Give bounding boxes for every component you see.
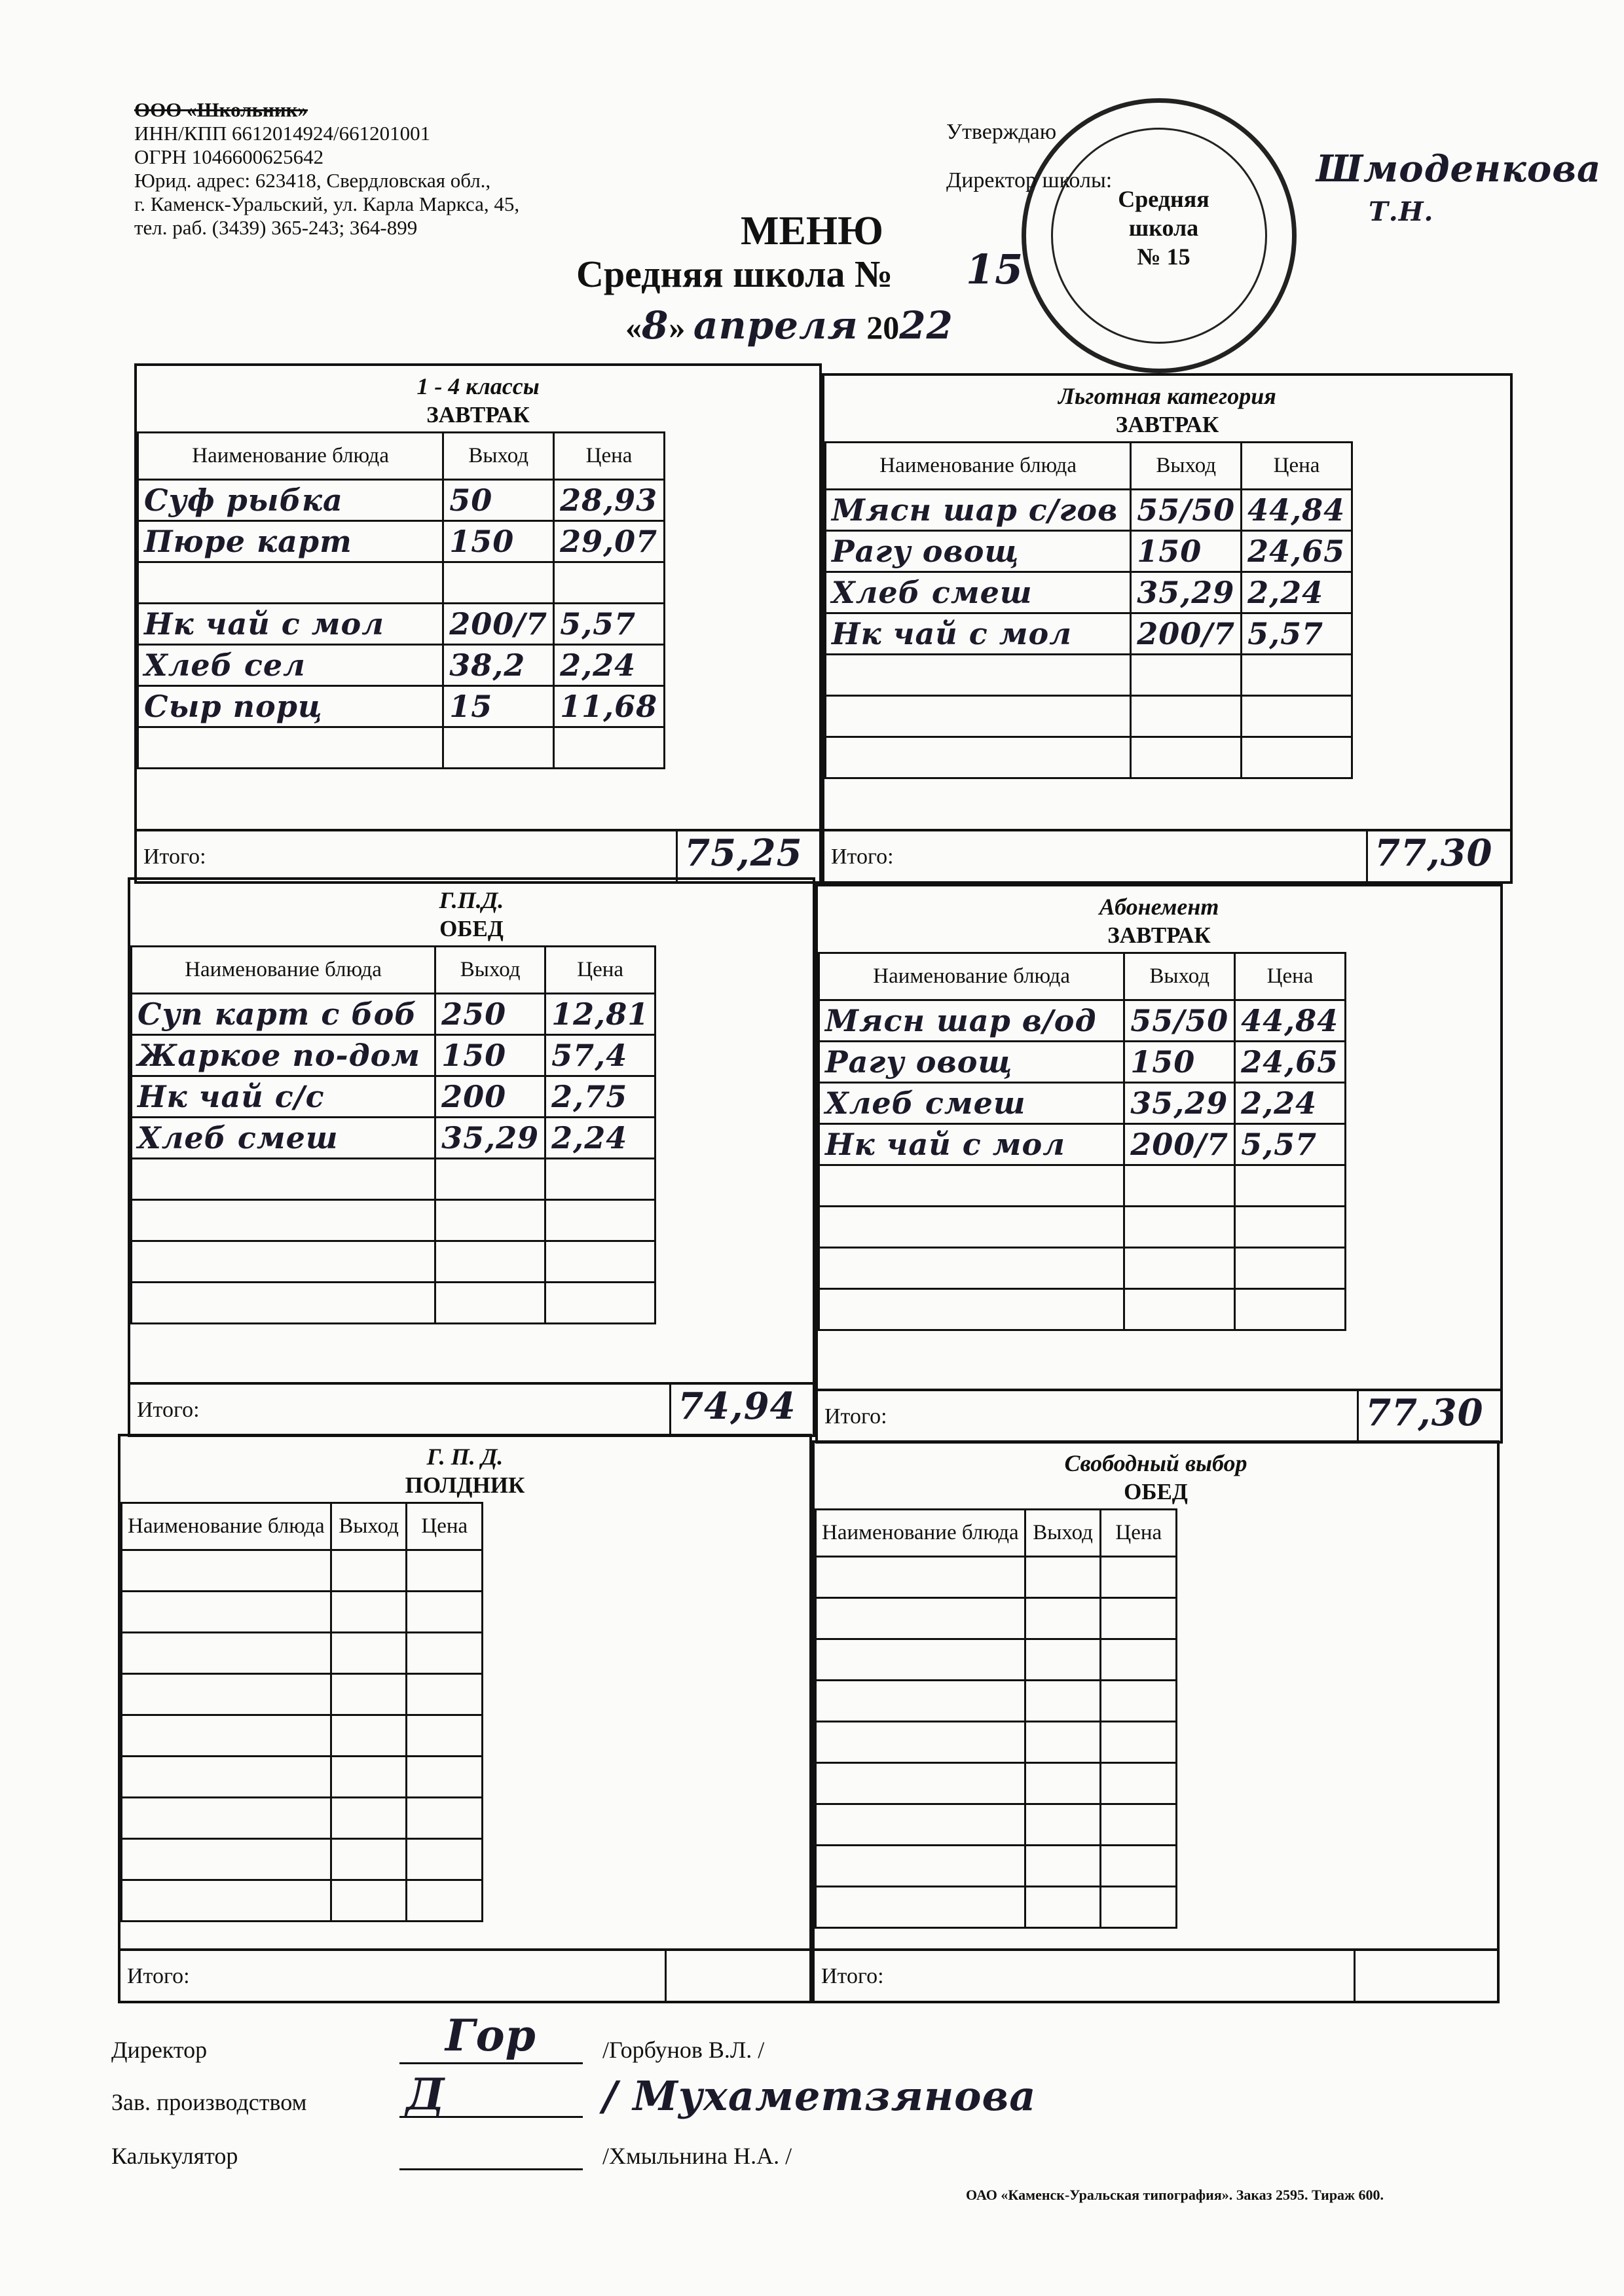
total-label: Итого: (831, 845, 894, 869)
table-row (122, 1880, 483, 1922)
approval-label: Утверждаю (946, 120, 1057, 144)
menu-table (824, 441, 1353, 779)
dish-yield: 200/7 (1124, 1124, 1235, 1165)
panel-benefit-category (822, 373, 1513, 884)
dish-price (1101, 1598, 1177, 1639)
table-row (132, 1241, 655, 1283)
dish-yield (435, 1283, 545, 1324)
dish-yield (331, 1674, 407, 1715)
stamp-line-2: школа (1128, 215, 1199, 241)
dish-yield: 150 (443, 521, 554, 562)
dish-price: 24,65 (1242, 531, 1352, 572)
table-row (826, 613, 1352, 655)
dish-price: 44,84 (1235, 1000, 1346, 1042)
dish-price (1101, 1722, 1177, 1763)
table-row (819, 1248, 1346, 1289)
dish-price: 29,07 (554, 521, 665, 562)
dish-price (1101, 1763, 1177, 1804)
table-row (826, 737, 1352, 778)
panel-meal: ЗАВТРАК (1115, 412, 1219, 437)
dish-yield: 35,29 (435, 1118, 545, 1159)
dish-name: Нк чай с/с (132, 1076, 435, 1118)
dish-price (545, 1159, 655, 1200)
col-header-yield: Выход (331, 1503, 407, 1550)
menu-date (625, 303, 953, 348)
dish-yield (1124, 1248, 1235, 1289)
dish-yield: 200/7 (1131, 613, 1242, 655)
panel-gpd-lunch (128, 877, 815, 1437)
table-row (122, 1633, 483, 1674)
dish-yield: 200 (435, 1076, 545, 1118)
dish-price: 28,93 (554, 480, 665, 521)
dish-price: 2,24 (1235, 1083, 1346, 1124)
dish-name: Хлеб смеш (132, 1118, 435, 1159)
table-header-row (816, 1510, 1177, 1557)
panel-meal: ЗАВТРАК (1107, 922, 1211, 948)
director-signature: Гор (445, 2010, 536, 2061)
dish-name: Жаркое по-дом (132, 1035, 435, 1076)
date-open-quote: « (625, 309, 642, 346)
dish-name (138, 562, 443, 604)
col-header-name: Наименование блюда (816, 1510, 1025, 1557)
dish-yield (1131, 655, 1242, 696)
table-row (819, 1207, 1346, 1248)
dish-name (122, 1550, 331, 1592)
dish-name (122, 1592, 331, 1633)
col-header-name: Наименование блюда (819, 953, 1124, 1000)
dish-price: 2,24 (554, 645, 665, 686)
total-value: 74,94 (669, 1385, 813, 1434)
total-row (815, 1948, 1497, 2001)
dish-price (407, 1798, 483, 1839)
table-row (138, 521, 665, 562)
col-header-price: Цена (407, 1503, 483, 1550)
table-row (819, 1000, 1346, 1042)
dish-price (407, 1839, 483, 1880)
org-inn: ИНН/КПП 6612014924/661201001 (134, 122, 431, 145)
dish-price (1242, 737, 1352, 778)
dish-name (826, 655, 1131, 696)
col-header-name: Наименование блюда (138, 433, 443, 480)
dish-name: Рагу овощ (819, 1042, 1124, 1083)
panel-meal: ЗАВТРАК (426, 402, 530, 428)
panel-title: Г.П.Д. (439, 887, 504, 913)
dish-price (407, 1550, 483, 1592)
dish-yield (443, 562, 554, 604)
dish-yield (1025, 1804, 1101, 1846)
dish-yield (435, 1241, 545, 1283)
total-row (137, 829, 819, 881)
stamp-line-1: Средняя (1118, 186, 1209, 212)
date-close-quote: » (669, 309, 686, 346)
dish-yield (331, 1757, 407, 1798)
calc-name: /Хмыльнина Н.А. / (602, 2143, 792, 2169)
col-header-yield: Выход (1025, 1510, 1101, 1557)
dish-yield (331, 1798, 407, 1839)
approval-block (946, 108, 1112, 205)
panel-title: 1 - 4 классы (416, 373, 540, 399)
table-row (819, 1165, 1346, 1207)
dish-name: Хлеб смеш (819, 1083, 1124, 1124)
page-title: МЕНЮ (741, 209, 883, 253)
dish-price (407, 1715, 483, 1757)
date-year-prefix: 20 (866, 309, 900, 346)
table-row (138, 645, 665, 686)
approval-signature: Шмоденкова (1316, 147, 1602, 191)
dish-name (826, 737, 1131, 778)
menu-table (130, 945, 656, 1324)
total-value: 75,25 (676, 831, 819, 881)
dish-price (1235, 1248, 1346, 1289)
approval-director-label: Директор школы: (946, 168, 1113, 192)
dish-price: 2,24 (545, 1118, 655, 1159)
table-row (132, 1118, 655, 1159)
table-row (816, 1681, 1177, 1722)
dish-name (132, 1200, 435, 1241)
dish-price (1101, 1804, 1177, 1846)
dish-price: 5,57 (1235, 1124, 1346, 1165)
table-row (816, 1763, 1177, 1804)
dish-name (816, 1557, 1025, 1598)
panel-meal: ОБЕД (439, 916, 504, 941)
dish-price (545, 1200, 655, 1241)
table-row (826, 490, 1352, 531)
panel-meal: ПОЛДНИК (405, 1472, 525, 1498)
table-row (826, 655, 1352, 696)
total-row (818, 1389, 1500, 1441)
dish-yield (1025, 1557, 1101, 1598)
table-row (826, 696, 1352, 737)
dish-name (816, 1846, 1025, 1887)
panel-gpd-snack (118, 1434, 812, 2003)
table-row (122, 1839, 483, 1880)
dish-yield (1025, 1887, 1101, 1928)
calc-sign-label: Калькулятор (111, 2143, 238, 2169)
dish-price (407, 1592, 483, 1633)
dish-price (545, 1283, 655, 1324)
dish-price (1101, 1681, 1177, 1722)
dish-name (132, 1159, 435, 1200)
table-row (826, 531, 1352, 572)
dish-price (554, 727, 665, 769)
dish-price (545, 1241, 655, 1283)
dish-price (407, 1674, 483, 1715)
dish-name (816, 1804, 1025, 1846)
table-row (816, 1557, 1177, 1598)
dish-price (1101, 1846, 1177, 1887)
total-row (824, 829, 1510, 881)
total-row (120, 1948, 809, 2001)
table-row (826, 572, 1352, 613)
dish-yield (331, 1880, 407, 1922)
dish-yield (1025, 1846, 1101, 1887)
dish-yield: 35,29 (1124, 1083, 1235, 1124)
dish-name (122, 1757, 331, 1798)
dish-price: 5,57 (1242, 613, 1352, 655)
table-row (122, 1757, 483, 1798)
dish-price (1101, 1557, 1177, 1598)
dish-yield (1124, 1207, 1235, 1248)
table-row (819, 1124, 1346, 1165)
dish-name (122, 1715, 331, 1757)
table-row (132, 1283, 655, 1324)
dish-yield (331, 1633, 407, 1674)
table-row (132, 994, 655, 1035)
dish-yield (435, 1159, 545, 1200)
dish-name (816, 1598, 1025, 1639)
table-row (816, 1639, 1177, 1681)
dish-name: Сыр порц (138, 686, 443, 727)
table-row (138, 480, 665, 521)
director-sign-label: Директор (111, 2037, 208, 2063)
dish-price (407, 1880, 483, 1922)
col-header-yield: Выход (1124, 953, 1235, 1000)
table-row (122, 1798, 483, 1839)
table-row (816, 1846, 1177, 1887)
col-header-price: Цена (554, 433, 665, 480)
dish-price (1242, 655, 1352, 696)
dish-price: 57,4 (545, 1035, 655, 1076)
dish-yield: 250 (435, 994, 545, 1035)
total-label: Итого: (137, 1398, 200, 1422)
col-header-yield: Выход (1131, 443, 1242, 490)
dish-name: Нк чай с мол (138, 604, 443, 645)
dish-yield (1025, 1598, 1101, 1639)
dish-name: Нк чай с мол (819, 1124, 1124, 1165)
org-ogrn: ОГРН 1046600625642 (134, 145, 324, 168)
date-day: 8 (642, 303, 669, 348)
total-label: Итого: (824, 1404, 887, 1429)
director-name: /Горбунов В.Л. / (602, 2037, 765, 2063)
total-value: 77,30 (1366, 831, 1510, 881)
dish-yield (443, 727, 554, 769)
table-row (819, 1289, 1346, 1330)
dish-yield (331, 1592, 407, 1633)
dish-name (122, 1798, 331, 1839)
production-sign-label: Зав. производством (111, 2089, 307, 2115)
total-row (130, 1382, 813, 1434)
stamp-line-3: № 15 (1137, 244, 1190, 270)
table-row (132, 1076, 655, 1118)
col-header-yield: Выход (443, 433, 554, 480)
col-header-yield: Выход (435, 947, 545, 994)
dish-name: Хлеб смеш (826, 572, 1131, 613)
date-year-suffix: 22 (899, 303, 953, 348)
total-label: Итого: (821, 1964, 884, 1988)
dish-yield (1124, 1289, 1235, 1330)
dish-name (819, 1207, 1124, 1248)
dish-yield: 55/50 (1124, 1000, 1235, 1042)
dish-price (1235, 1207, 1346, 1248)
total-value (1354, 1951, 1497, 2001)
dish-yield: 35,29 (1131, 572, 1242, 613)
menu-table (120, 1502, 483, 1922)
dish-name: Мясн шар в/од (819, 1000, 1124, 1042)
dish-yield (1124, 1165, 1235, 1207)
table-row (122, 1715, 483, 1757)
dish-yield (1131, 737, 1242, 778)
col-header-price: Цена (1235, 953, 1346, 1000)
col-header-price: Цена (1242, 443, 1352, 490)
dish-name (122, 1674, 331, 1715)
table-row (819, 1083, 1346, 1124)
table-header-row (819, 953, 1346, 1000)
dish-yield (331, 1839, 407, 1880)
panel-meal: ОБЕД (1124, 1479, 1188, 1504)
col-header-name: Наименование блюда (122, 1503, 331, 1550)
dish-price: 2,75 (545, 1076, 655, 1118)
dish-name (826, 696, 1131, 737)
dish-name: Суп карт с боб (132, 994, 435, 1035)
dish-price: 24,65 (1235, 1042, 1346, 1083)
dish-name (819, 1248, 1124, 1289)
col-header-name: Наименование блюда (826, 443, 1131, 490)
page-subtitle: Средняя школа № (576, 253, 893, 295)
table-row (138, 604, 665, 645)
dish-name: Нк чай с мол (826, 613, 1131, 655)
printer-imprint: ОАО «Каменск-Уральская типография». Заказ 2595. Тираж 600. (966, 2187, 1384, 2203)
table-row (816, 1722, 1177, 1763)
dish-name (138, 727, 443, 769)
panel-subscription (815, 884, 1503, 1444)
dish-yield: 38,2 (443, 645, 554, 686)
dish-yield: 150 (1131, 531, 1242, 572)
total-label: Итого: (143, 845, 206, 869)
dish-price (1242, 696, 1352, 737)
table-row (138, 727, 665, 769)
dish-yield (1131, 696, 1242, 737)
table-row (132, 1200, 655, 1241)
table-row (132, 1035, 655, 1076)
table-row (122, 1550, 483, 1592)
dish-name (816, 1639, 1025, 1681)
table-header-row (138, 433, 665, 480)
table-row (122, 1674, 483, 1715)
dish-name: Рагу овощ (826, 531, 1131, 572)
total-value (665, 1951, 809, 2001)
panel-free-choice (812, 1440, 1500, 2003)
dish-name (122, 1633, 331, 1674)
dish-name (122, 1839, 331, 1880)
dish-price (407, 1757, 483, 1798)
production-signature: Д (406, 2069, 445, 2120)
dish-yield (331, 1715, 407, 1757)
dish-price: 2,24 (1242, 572, 1352, 613)
table-row (816, 1887, 1177, 1928)
dish-name: Хлеб сел (138, 645, 443, 686)
total-value: 77,30 (1357, 1391, 1500, 1441)
dish-yield (1025, 1681, 1101, 1722)
table-header-row (122, 1503, 483, 1550)
table-header-row (826, 443, 1352, 490)
dish-yield (1025, 1639, 1101, 1681)
org-address-2: г. Каменск-Уральский, ул. Карла Маркса, 45, (134, 192, 520, 215)
dish-name (816, 1887, 1025, 1928)
date-month: апреля (693, 303, 858, 348)
dish-price (1235, 1165, 1346, 1207)
dish-name: Мясн шар с/гов (826, 490, 1131, 531)
dish-price (407, 1633, 483, 1674)
dish-price: 44,84 (1242, 490, 1352, 531)
col-header-name: Наименование блюда (132, 947, 435, 994)
table-row (816, 1804, 1177, 1846)
table-row (132, 1159, 655, 1200)
dish-name (132, 1241, 435, 1283)
director-sign-line (399, 2062, 583, 2064)
dish-price: 12,81 (545, 994, 655, 1035)
col-header-price: Цена (1101, 1510, 1177, 1557)
dish-yield (1025, 1722, 1101, 1763)
dish-name (816, 1722, 1025, 1763)
dish-price (1235, 1289, 1346, 1330)
dish-name (132, 1283, 435, 1324)
approval-signature-initials: Т.Н. (1369, 196, 1434, 227)
dish-name (816, 1681, 1025, 1722)
dish-yield (331, 1550, 407, 1592)
table-row (816, 1598, 1177, 1639)
dish-yield: 15 (443, 686, 554, 727)
col-header-price: Цена (545, 947, 655, 994)
dish-price (1101, 1887, 1177, 1928)
dish-price: 11,68 (554, 686, 665, 727)
dish-yield: 150 (1124, 1042, 1235, 1083)
dish-name: Пюре карт (138, 521, 443, 562)
panel-title: Свободный выбор (1064, 1450, 1247, 1476)
dish-price: 5,57 (554, 604, 665, 645)
dish-name (816, 1763, 1025, 1804)
panel-title: Абонемент (1099, 894, 1219, 920)
menu-table (137, 431, 665, 769)
menu-table (815, 1508, 1177, 1929)
calc-sign-line (399, 2168, 583, 2170)
dish-yield (435, 1200, 545, 1241)
org-phone: тел. раб. (3439) 365-243; 364-899 (134, 216, 418, 239)
dish-price (1101, 1639, 1177, 1681)
panel-title: Г. П. Д. (426, 1444, 504, 1470)
table-row (138, 686, 665, 727)
dish-name (122, 1880, 331, 1922)
dish-name: Суф рыбка (138, 480, 443, 521)
dish-yield: 200/7 (443, 604, 554, 645)
dish-yield (1025, 1763, 1101, 1804)
table-row (138, 562, 665, 604)
org-name: ООО «Школьник» (134, 98, 308, 121)
table-row (122, 1592, 483, 1633)
dish-yield: 50 (443, 480, 554, 521)
table-row (819, 1042, 1346, 1083)
production-name: / Мухаметзянова (602, 2072, 1037, 2120)
total-label: Итого: (127, 1964, 190, 1988)
dish-name (819, 1165, 1124, 1207)
dish-name (819, 1289, 1124, 1330)
table-header-row (132, 947, 655, 994)
panel-title: Льготная категория (1058, 383, 1276, 409)
school-number: 15 (966, 246, 1024, 293)
menu-table (818, 952, 1346, 1331)
dish-yield: 55/50 (1131, 490, 1242, 531)
org-address-1: Юрид. адрес: 623418, Свердловская обл., (134, 169, 491, 192)
dish-price (554, 562, 665, 604)
panel-grades-1-4 (134, 363, 822, 884)
dish-yield: 150 (435, 1035, 545, 1076)
